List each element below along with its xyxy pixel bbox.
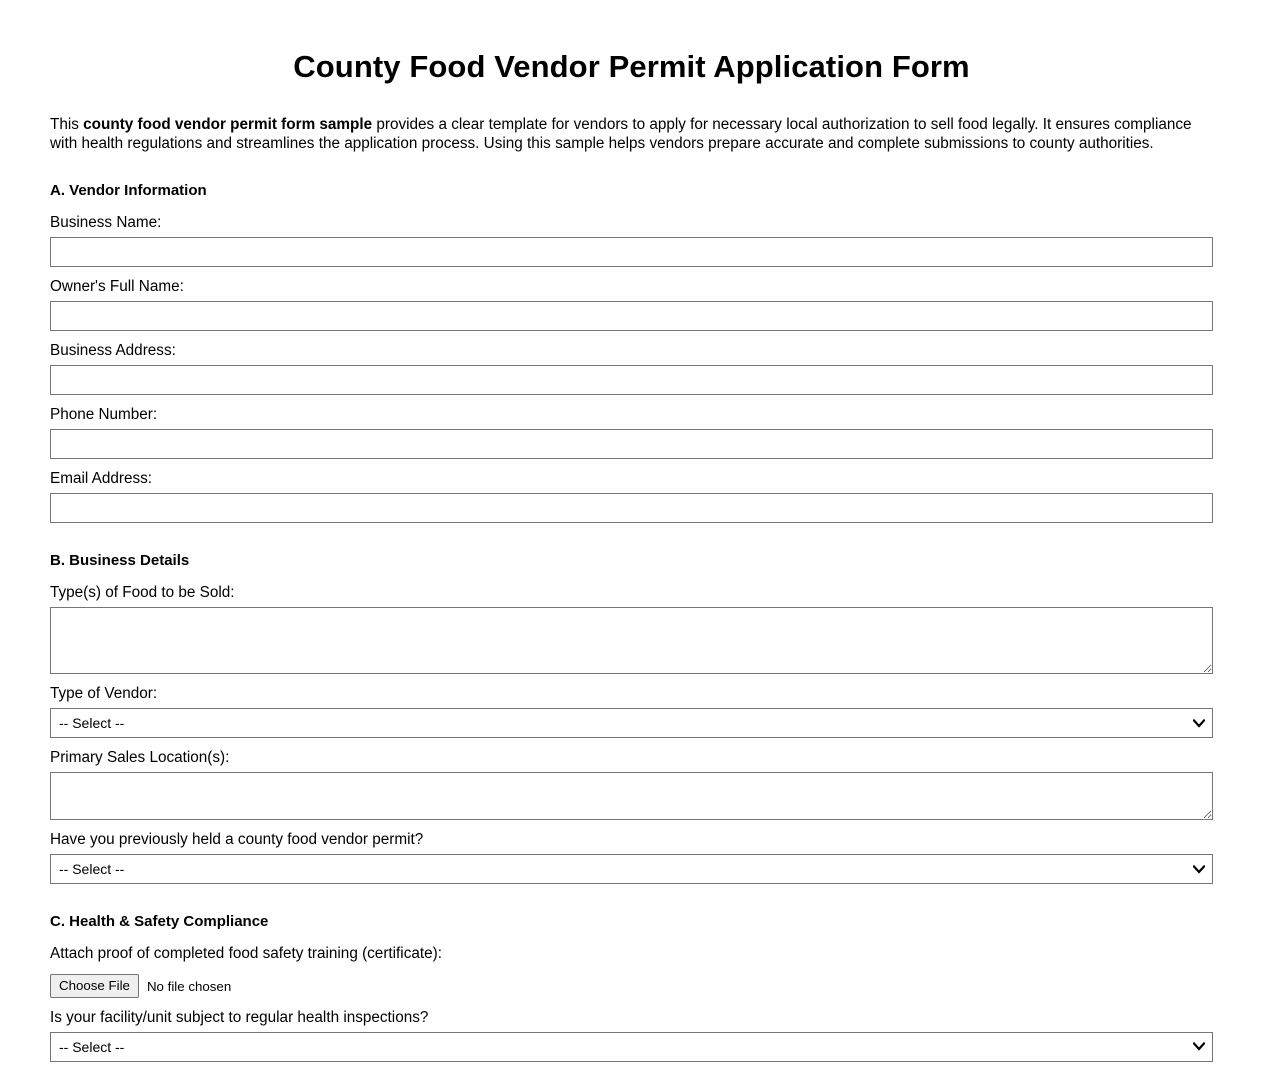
field-previous-permit	[50, 820, 1213, 884]
label-phone-number: Phone Number:	[50, 406, 158, 424]
label-previous-permit: Have you previously held a county food vendor permit?	[50, 831, 424, 849]
label-owner-full-name: Owner's Full Name:	[50, 278, 184, 296]
previous-permit-selected-value: -- Select --	[59, 861, 125, 878]
label-sales-locations: Primary Sales Location(s):	[50, 749, 230, 767]
health-inspections-select[interactable]	[50, 1032, 1213, 1062]
section-heading-business-details: B. Business Details	[50, 552, 190, 570]
section-heading-vendor-information: A. Vendor Information	[50, 182, 207, 200]
file-chosen-status: No file chosen	[146, 978, 232, 994]
field-vendor-type	[50, 674, 1213, 738]
label-business-address: Business Address:	[50, 342, 176, 360]
food-types-textarea[interactable]	[50, 607, 1213, 674]
intro-rest: provides a clear template for vendors to apply for necessary local authorization to sell food legally. It ensures compliance with health regulations and streamlines the application process. Using this sample helps vendors prepare accurate and complete submissions to county authorities.	[50, 116, 1192, 152]
vendor-type-select[interactable]	[50, 708, 1213, 738]
label-training-certificate: Attach proof of completed food safety training (certificate):	[50, 945, 442, 963]
email-address-input[interactable]	[50, 493, 1213, 523]
field-business-name	[50, 203, 1213, 267]
page-title: County Food Vendor Permit Application Form	[293, 49, 970, 84]
business-name-input[interactable]	[50, 237, 1213, 267]
owner-full-name-input[interactable]	[50, 301, 1213, 331]
field-email-address	[50, 459, 1213, 523]
chevron-down-icon	[1193, 1033, 1205, 1061]
field-sales-locations	[50, 738, 1213, 820]
sales-locations-textarea[interactable]	[50, 772, 1213, 820]
field-owner-full-name	[50, 267, 1213, 331]
field-phone-number	[50, 395, 1213, 459]
label-vendor-type: Type of Vendor:	[50, 685, 158, 703]
file-upload-control[interactable]	[50, 968, 1213, 997]
chevron-down-icon	[1193, 709, 1205, 737]
label-business-name: Business Name:	[50, 214, 162, 232]
chevron-down-icon	[1193, 855, 1205, 883]
field-training-certificate	[50, 934, 1213, 997]
phone-number-input[interactable]	[50, 429, 1213, 459]
field-food-types	[50, 573, 1213, 674]
intro-paragraph	[50, 85, 1213, 153]
vendor-type-selected-value: -- Select --	[59, 715, 125, 732]
field-business-address	[50, 331, 1213, 395]
intro-bold-phrase: county food vendor permit form sample	[83, 116, 373, 134]
section-heading-health-safety: C. Health & Safety Compliance	[50, 913, 269, 931]
label-health-inspections: Is your facility/unit subject to regular health inspections?	[50, 1008, 429, 1026]
intro-lead: This	[50, 116, 84, 134]
health-inspections-selected-value: -- Select --	[59, 1038, 125, 1055]
label-food-types: Type(s) of Food to be Sold:	[50, 584, 235, 602]
label-email-address: Email Address:	[50, 470, 153, 488]
field-health-inspections	[50, 998, 1213, 1062]
previous-permit-select[interactable]	[50, 854, 1213, 884]
choose-file-button[interactable]: Choose File	[50, 974, 139, 997]
business-address-input[interactable]	[50, 365, 1213, 395]
